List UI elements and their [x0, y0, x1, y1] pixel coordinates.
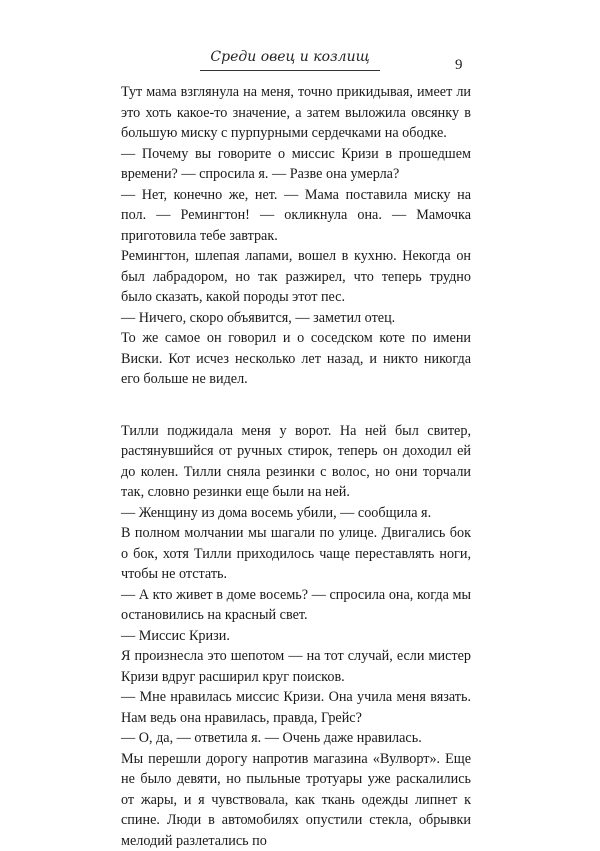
paragraph: — О, да, — ответила я. — Очень даже нравилась. — [121, 728, 471, 749]
paragraph: — Нет, конечно же, нет. — Мама поставила миску на пол. — Ремингтон! — окликнула она. — Мамочка приготовила тебе завтрак. — [121, 185, 471, 247]
paragraph: — Почему вы говорите о миссис Кризи в прошедшем времени? — спросила я. — Разве она умерла? — [121, 144, 471, 185]
paragraph: — А кто живет в доме восемь? — спросила она, когда мы остановились на красный свет. — [121, 585, 471, 626]
paragraph: Мы перешли дорогу напротив магазина «Вулворт». Еще не было девяти, но пыльные тротуары уже раскалились от жары, и я чувствовала, как ткань одежды липнет к спине. Люди в автомобилях опустили стекла, обрывки мелодий разлетались по — [121, 749, 471, 851]
paragraph: — Ничего, скоро объявится, — заметил отец. — [121, 308, 471, 329]
section-break — [121, 390, 471, 421]
paragraph: В полном молчании мы шагали по улице. Двигались бок о бок, хотя Тилли приходилось чаще переставлять ноги, чтобы не отстать. — [121, 523, 471, 585]
paragraph: — Женщину из дома восемь убили, — сообщила я. — [121, 503, 471, 524]
paragraph: Тилли поджидала меня у ворот. На ней был свитер, растянувшийся от ручных стирок, теперь он доходил ей до колен. Тилли сняла резинки с волос, но они торчали так, словно резинки еще были на ней. — [121, 421, 471, 503]
text-block — [121, 82, 471, 851]
running-head-rule — [200, 70, 380, 71]
paragraph: Тут мама взглянула на меня, точно прикидывая, имеет ли это хоть какое-то значение, а затем выложила овсянку в большую миску с пурпурными сердечками на ободке. — [121, 82, 471, 144]
paragraph: Ремингтон, шлепая лапами, вошел в кухню. Некогда он был лабрадором, но так разжирел, что теперь трудно было сказать, какой породы этот пес. — [121, 246, 471, 308]
paragraph: — Мне нравилась миссис Кризи. Она учила меня вязать. Нам ведь она нравилась, правда, Грейс? — [121, 687, 471, 728]
paragraph: — Миссис Кризи. — [121, 626, 471, 647]
paragraph: Я произнесла это шепотом — на тот случай, если мистер Кризи вдруг расширил круг поисков. — [121, 646, 471, 687]
page-number: 9 — [455, 56, 463, 74]
paragraph: То же самое он говорил и о соседском коте по имени Виски. Кот исчез несколько лет назад, и никто никогда его больше не видел. — [121, 328, 471, 390]
running-head: Среди овец и козлищ — [200, 48, 380, 68]
